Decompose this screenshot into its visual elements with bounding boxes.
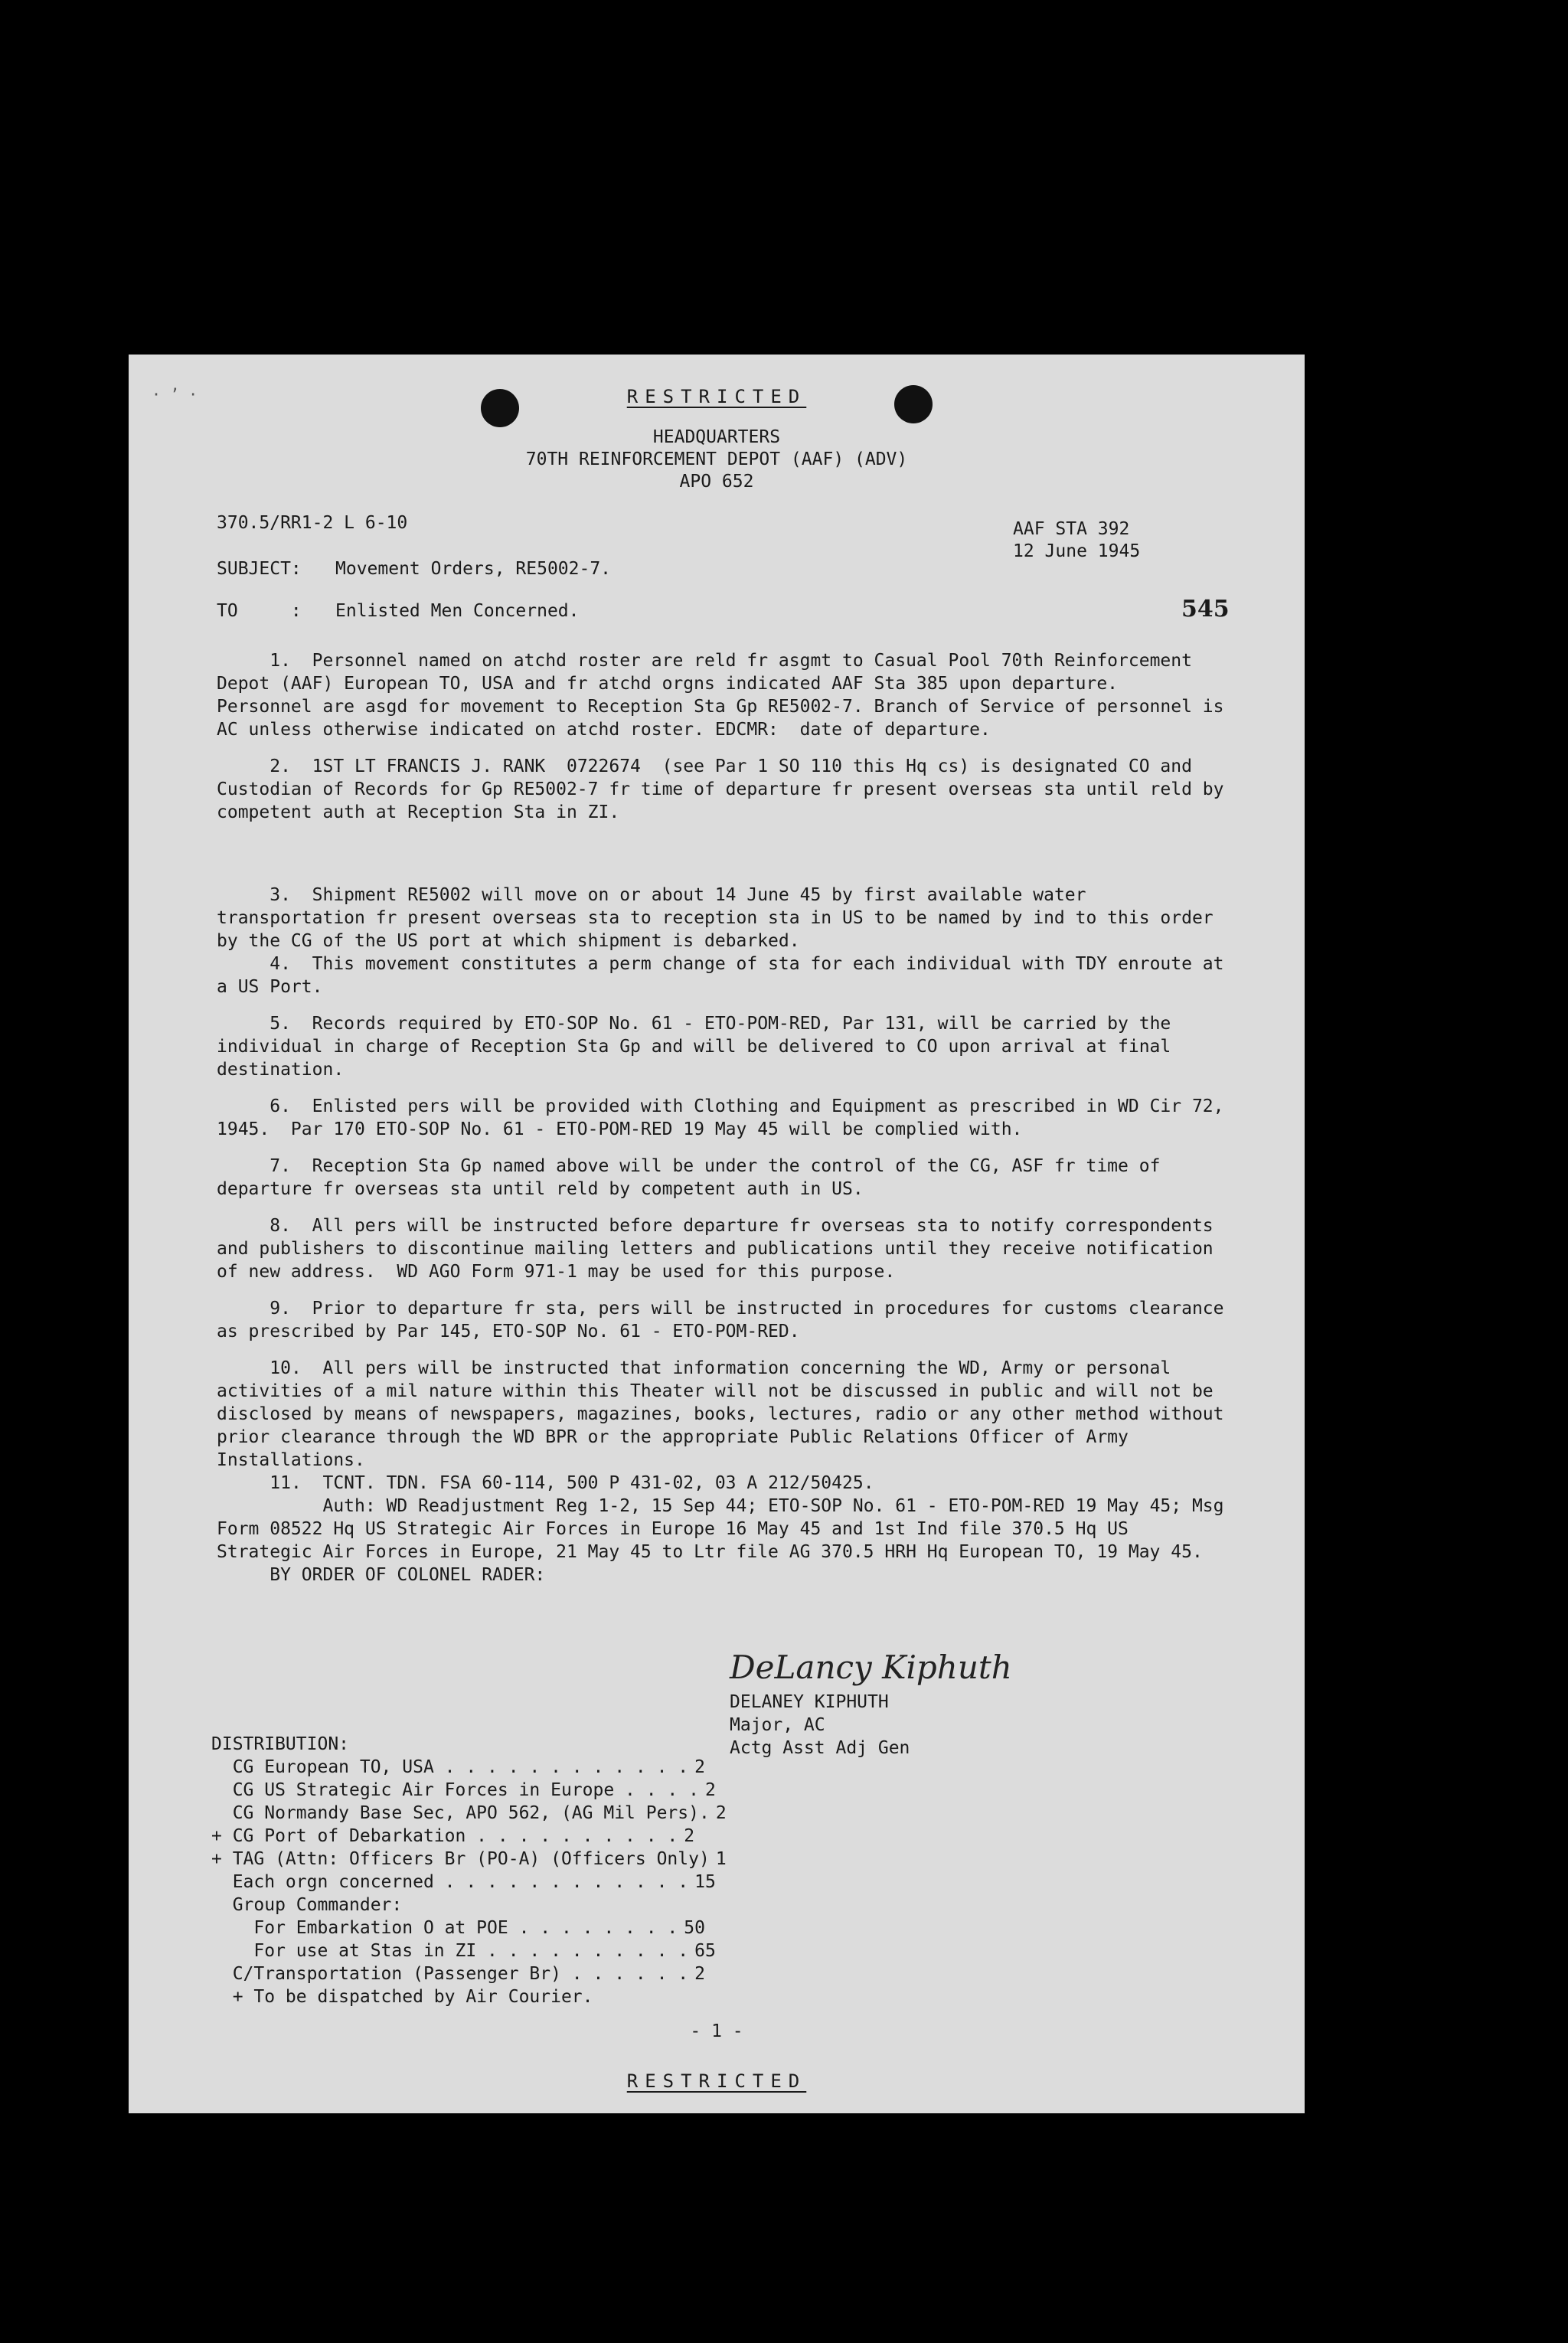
unit-heading: 70TH REINFORCEMENT DEPOT (AAF) (ADV) [525,449,908,469]
paragraph-2: 2. 1ST LT FRANCIS J. RANK 0722674 (see Par 1 SO 110 this Hq cs) is designated CO and Custodian of Records for Gp RE5002-7 fr time of departure fr present overseas sta until reld by competent auth at Reception Sta in ZI. [217,756,1235,822]
classification-bottom: RESTRICTED [626,2070,807,2092]
distribution-row: CG Normandy Base Sec, APO 562, (AG Mil Pers). 2 [211,1803,727,1823]
paragraph-4: 4. This movement constitutes a perm change of sta for each individual with TDY enroute at a US Port. [217,954,1235,997]
apo-heading: APO 652 [679,472,754,492]
station: AAF STA 392 [1013,519,1130,539]
classification-top: RESTRICTED [626,386,807,407]
paragraph-8: 8. All pers will be instructed before departure fr overseas sta to notify correspondents and publishers to discontinue mailing letters and publications until they receive notification of new address. WD AGO Form 971-1 may be used for this purpose. [217,1216,1224,1282]
paragraph-5: 5. Records required by ETO-SOP No. 61 - ETO-POM-RED, Par 131, will be carried by the individual in charge of Reception Sta Gp and will be delivered to CO upon arrival at final destination. [217,1014,1182,1080]
distribution-row: C/Transportation (Passenger Br) . . . . . . 2 [211,1964,705,1984]
paper-smudge: · ’ · [152,385,198,404]
signature: DeLancy Kiphuth [730,1649,1012,1686]
paragraph-9: 9. Prior to departure fr sta, pers will be instructed in procedures for customs clearance as prescribed by Par 145, ETO-SOP No. 61 - ETO-POM-RED. [217,1299,1235,1341]
to-text: Enlisted Men Concerned. [335,601,580,621]
paragraph-7: 7. Reception Sta Gp named above will be under the control of the CG, ASF fr time of departure fr overseas sta until reld by competent auth in US. [217,1156,1171,1199]
paragraph-6: 6. Enlisted pers will be provided with Clothing and Equipment as prescribed in WD Cir 72, 1945. Par 170 ETO-SOP No. 61 - ETO-POM-RED 19 May 45 will be complied with. [217,1096,1235,1139]
distribution-row: + TAG (Attn: Officers Br (PO-A) (Officers Only) 1 [211,1849,727,1869]
order-body [217,649,1235,1587]
subject-text: Movement Orders, RE5002-7. [335,559,612,579]
paragraph-3: 3. Shipment RE5002 will move on or about 14 June 45 by first available water transportation fr present overseas sta to reception sta in US to be named by ind to this order by the CG of the US port at which shipment is debarked. [217,885,1224,951]
signer-name: DELANEY KIPHUTH [730,1692,889,1712]
distribution-row: Group Commander: [211,1895,403,1915]
to-label: TO : [217,601,302,621]
page-number: - 1 - [690,2021,743,2041]
subject-label: SUBJECT: [217,559,302,579]
page-stamp: 545 [1181,596,1230,623]
order-date: 12 June 1945 [1013,541,1141,561]
headquarters-heading: HEADQUARTERS [652,427,781,447]
distribution-row: Each orgn concerned . . . . . . . . . . . . 15 [211,1872,716,1892]
distribution-label: DISTRIBUTION: [211,1734,350,1754]
authority-paragraph: Auth: WD Readjustment Reg 1-2, 15 Sep 44; ETO-SOP No. 61 - ETO-POM-RED 19 May 45; Msg Form 08522 Hq US Strategic Air Forces in Europe 16 May 45 and 1st Ind file 370.5 Hq US Strategic Air Forces in Europe, 21 May 45 to Ltr file AG 370.5 HRH Hq European TO, 19 May 45. [217,1496,1235,1562]
file-reference: 370.5/RR1-2 L 6-10 [217,513,408,533]
paragraph-10: 10. All pers will be instructed that information concerning the WD, Army or personal activities of a mil nature within this Theater will not be discussed in public and will not be disclosed by means of newspapers, magazines, books, lectures, radio or any other method without prior clearance through the WD BPR or the appropriate Public Relations Officer of Army Installations. [217,1358,1235,1470]
paragraph-1: 1. Personnel named on atchd roster are reld fr asgmt to Casual Pool 70th Reinforcement Depot (AAF) European TO, USA and fr atchd orgns indicated AAF Sta 385 upon departure. Personnel are asgd for movement to Reception Sta Gp RE5002-7. Branch of Service of personnel is AC unless otherwise indicated on atchd roster. EDCMR: date of departure. [217,651,1235,740]
distribution-row: For use at Stas in ZI . . . . . . . . . . 65 [211,1941,716,1961]
signer-rank: Major, AC [730,1715,825,1735]
distribution-row: + CG Port of Debarkation . . . . . . . . . . 2 [211,1826,695,1846]
distribution-row: + To be dispatched by Air Courier. [211,1987,593,2007]
distribution-list [211,1756,727,2008]
paragraph-11: 11. TCNT. TDN. FSA 60-114, 500 P 431-02, 03 A 212/50425. [217,1473,874,1493]
distribution-row: CG US Strategic Air Forces in Europe . . . . 2 [211,1780,716,1800]
by-order-line: BY ORDER OF COLONEL RADER: [217,1565,546,1585]
distribution-row: CG European TO, USA . . . . . . . . . . . . 2 [211,1757,705,1777]
signer-title: Actg Asst Adj Gen [730,1738,910,1758]
distribution-row: For Embarkation O at POE . . . . . . . . 50 [211,1918,705,1938]
document-page [129,355,1305,2113]
